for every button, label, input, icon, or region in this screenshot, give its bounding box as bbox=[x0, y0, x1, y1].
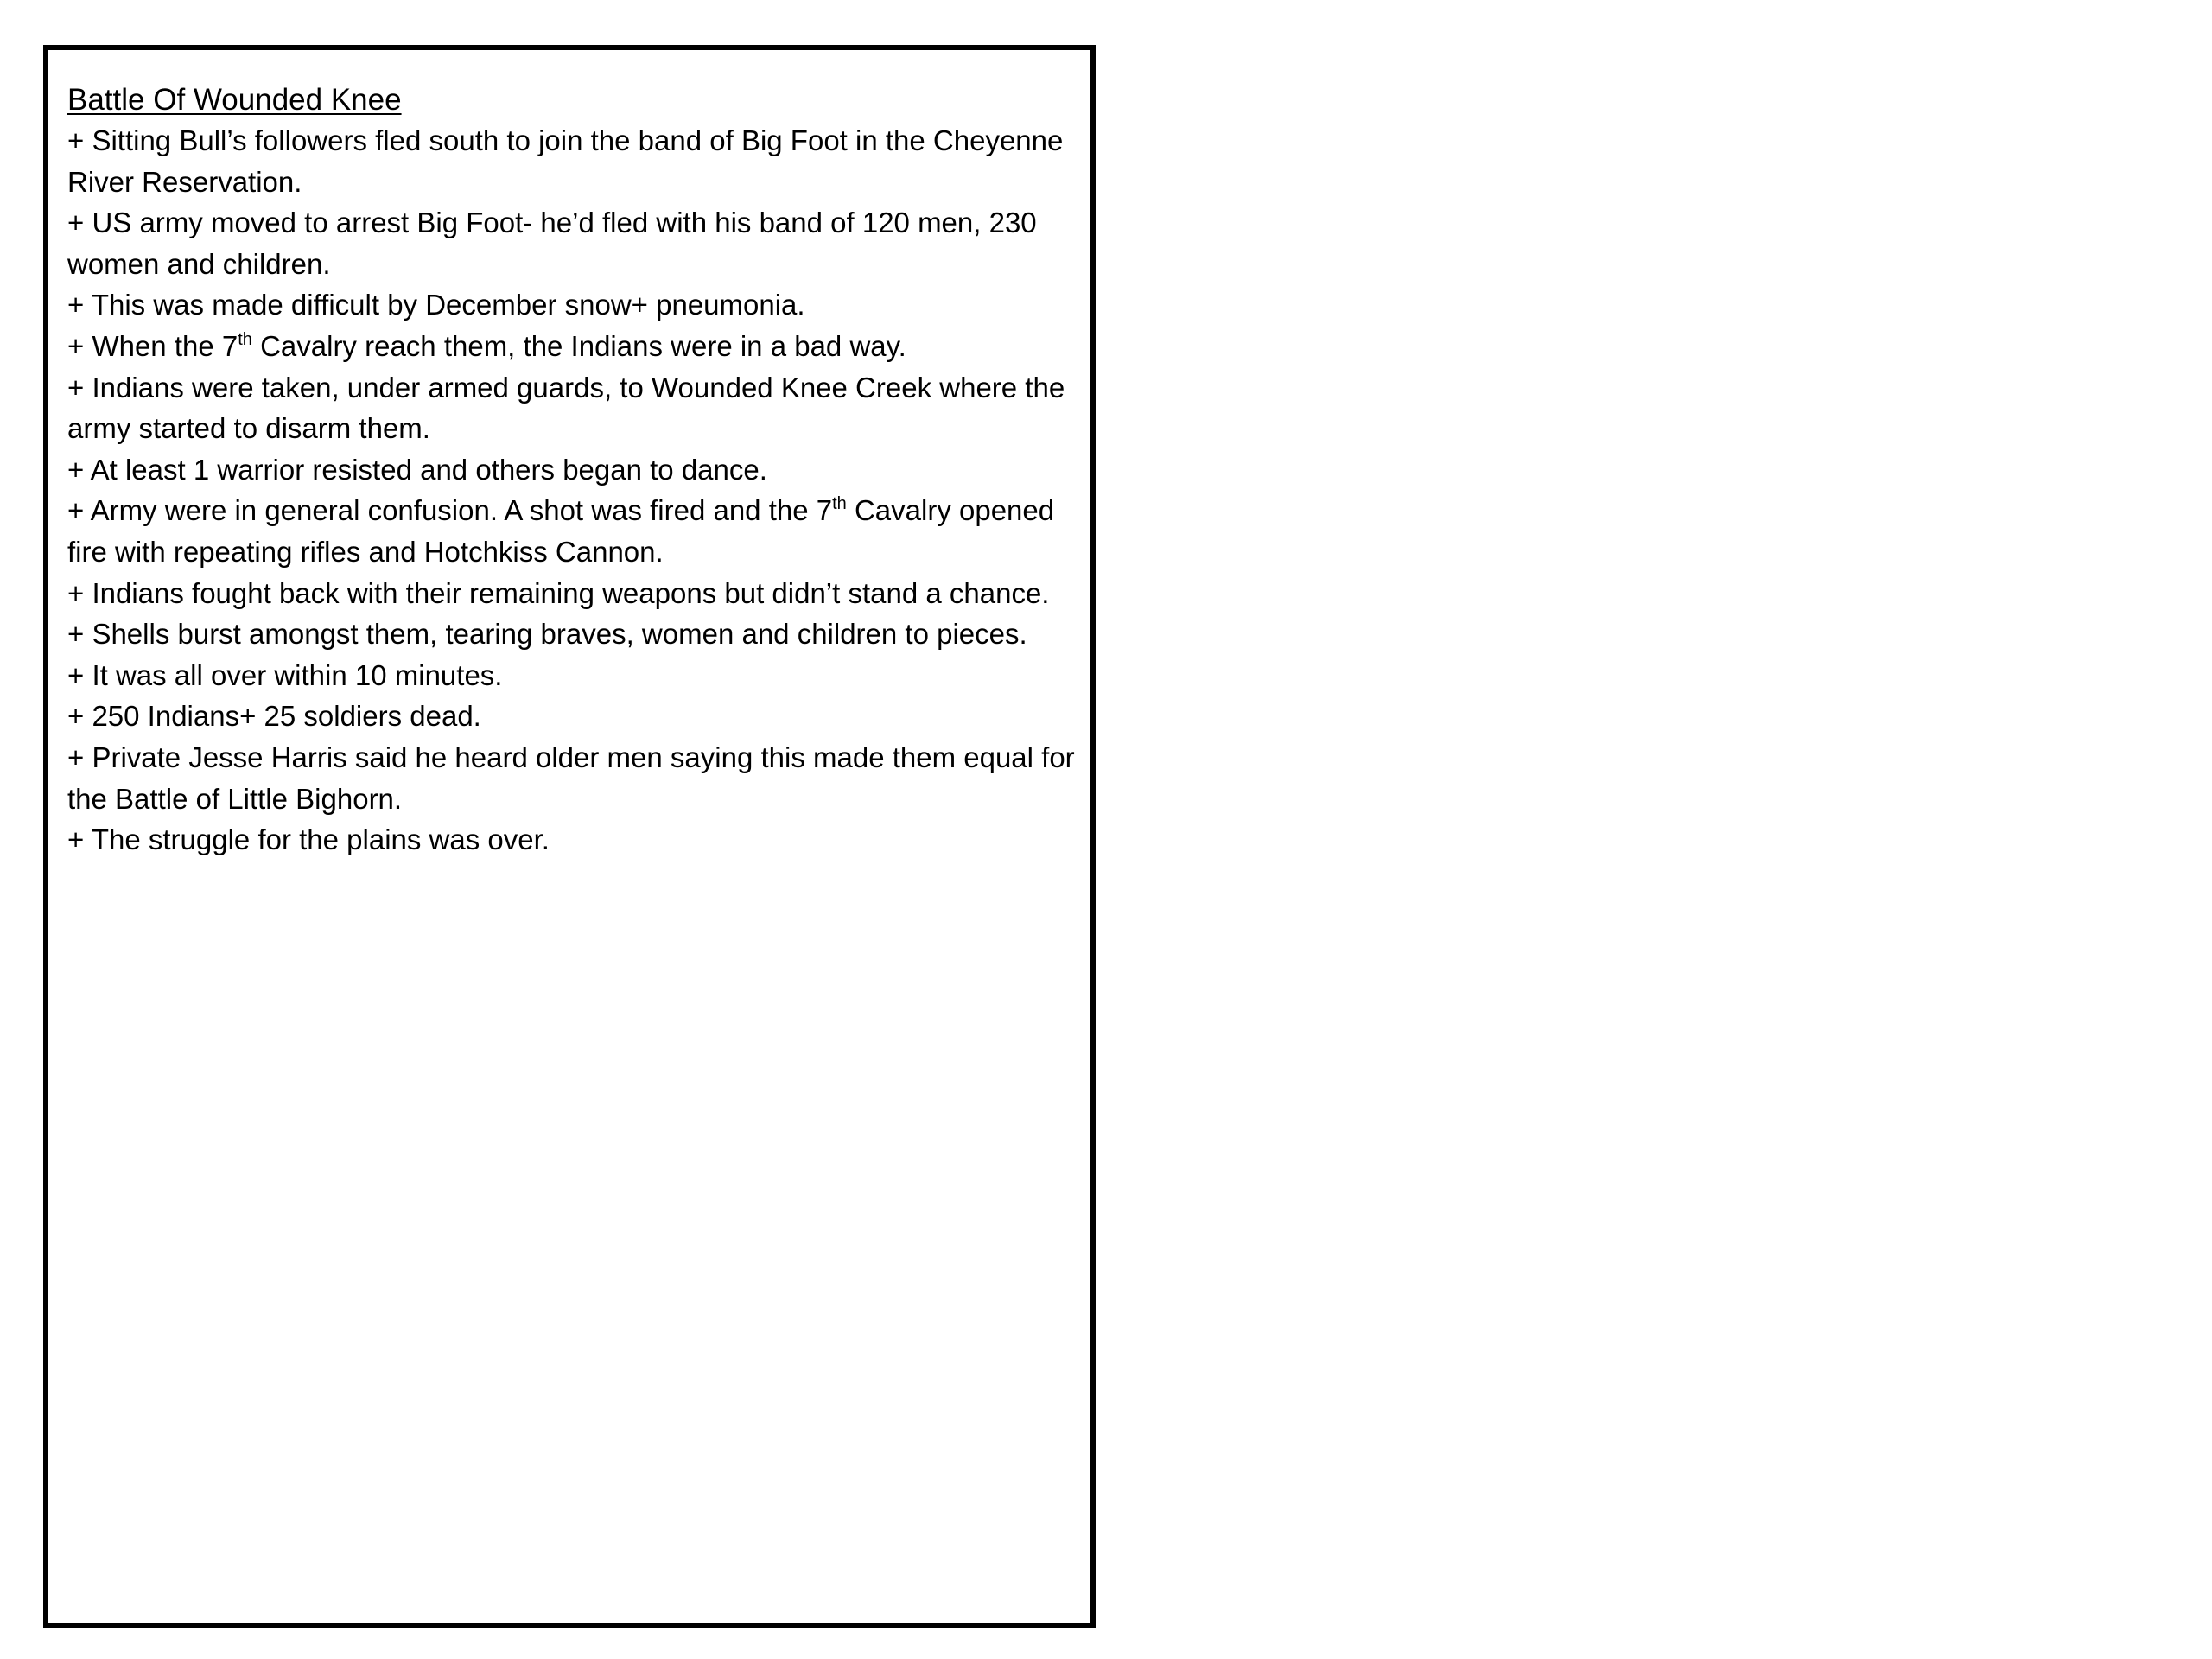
note-text: + Shells burst amongst them, tearing braves, women and children to pieces. bbox=[67, 618, 1027, 651]
list-item bbox=[67, 655, 1078, 696]
list-item bbox=[67, 573, 1078, 614]
list-item bbox=[67, 202, 1078, 284]
notes-list bbox=[67, 120, 1078, 861]
note-text: + It was all over within 10 minutes. bbox=[67, 658, 503, 691]
note-text: + Sitting Bull’s followers fled south to join the band of Big Foot in the Cheyenne River Reservation. bbox=[67, 124, 1064, 198]
note-text: + Indians fought back with their remaining weapons but didn’t stand a chance. bbox=[67, 576, 1050, 609]
notes-card bbox=[43, 45, 1096, 1628]
list-item bbox=[67, 367, 1078, 449]
list-item bbox=[67, 613, 1078, 655]
note-text: + US army moved to arrest Big Foot- he’d fled with his band of 120 men, 230 women and children. bbox=[67, 207, 1037, 280]
note-text-continued: Cavalry reach them, the Indians were in a bad way. bbox=[251, 329, 906, 362]
ordinal-suffix: th bbox=[832, 494, 847, 514]
note-text: + At least 1 warrior resisted and others began to dance. bbox=[67, 453, 767, 486]
note-text: + Indians were taken, under armed guards, to Wounded Knee Creek where the army started to disarm them. bbox=[67, 371, 1065, 445]
list-item bbox=[67, 490, 1078, 572]
list-item bbox=[67, 449, 1078, 491]
page-title: Battle Of Wounded Knee bbox=[67, 83, 402, 117]
list-item bbox=[67, 120, 1078, 202]
note-text: + The struggle for the plains was over. bbox=[67, 823, 550, 856]
list-item bbox=[67, 326, 1078, 367]
note-text: + This was made difficult by December snow+ pneumonia. bbox=[67, 289, 805, 321]
note-text-continued: Cavalry opened fire with repeating rifles and Hotchkiss Cannon. bbox=[67, 494, 1055, 568]
list-item bbox=[67, 737, 1078, 819]
list-item bbox=[67, 819, 1078, 861]
notes-content bbox=[67, 79, 1078, 861]
ordinal-suffix: th bbox=[238, 329, 252, 349]
list-item bbox=[67, 284, 1078, 326]
note-text: + Army were in general confusion. A shot was fired and the 7 bbox=[67, 494, 833, 527]
list-item bbox=[67, 696, 1078, 737]
note-text: + Private Jesse Harris said he heard older men saying this made them equal for the Battle of Little Bighorn. bbox=[67, 741, 1075, 815]
note-text: + When the 7 bbox=[67, 329, 238, 362]
note-text: + 250 Indians+ 25 soldiers dead. bbox=[67, 700, 481, 733]
